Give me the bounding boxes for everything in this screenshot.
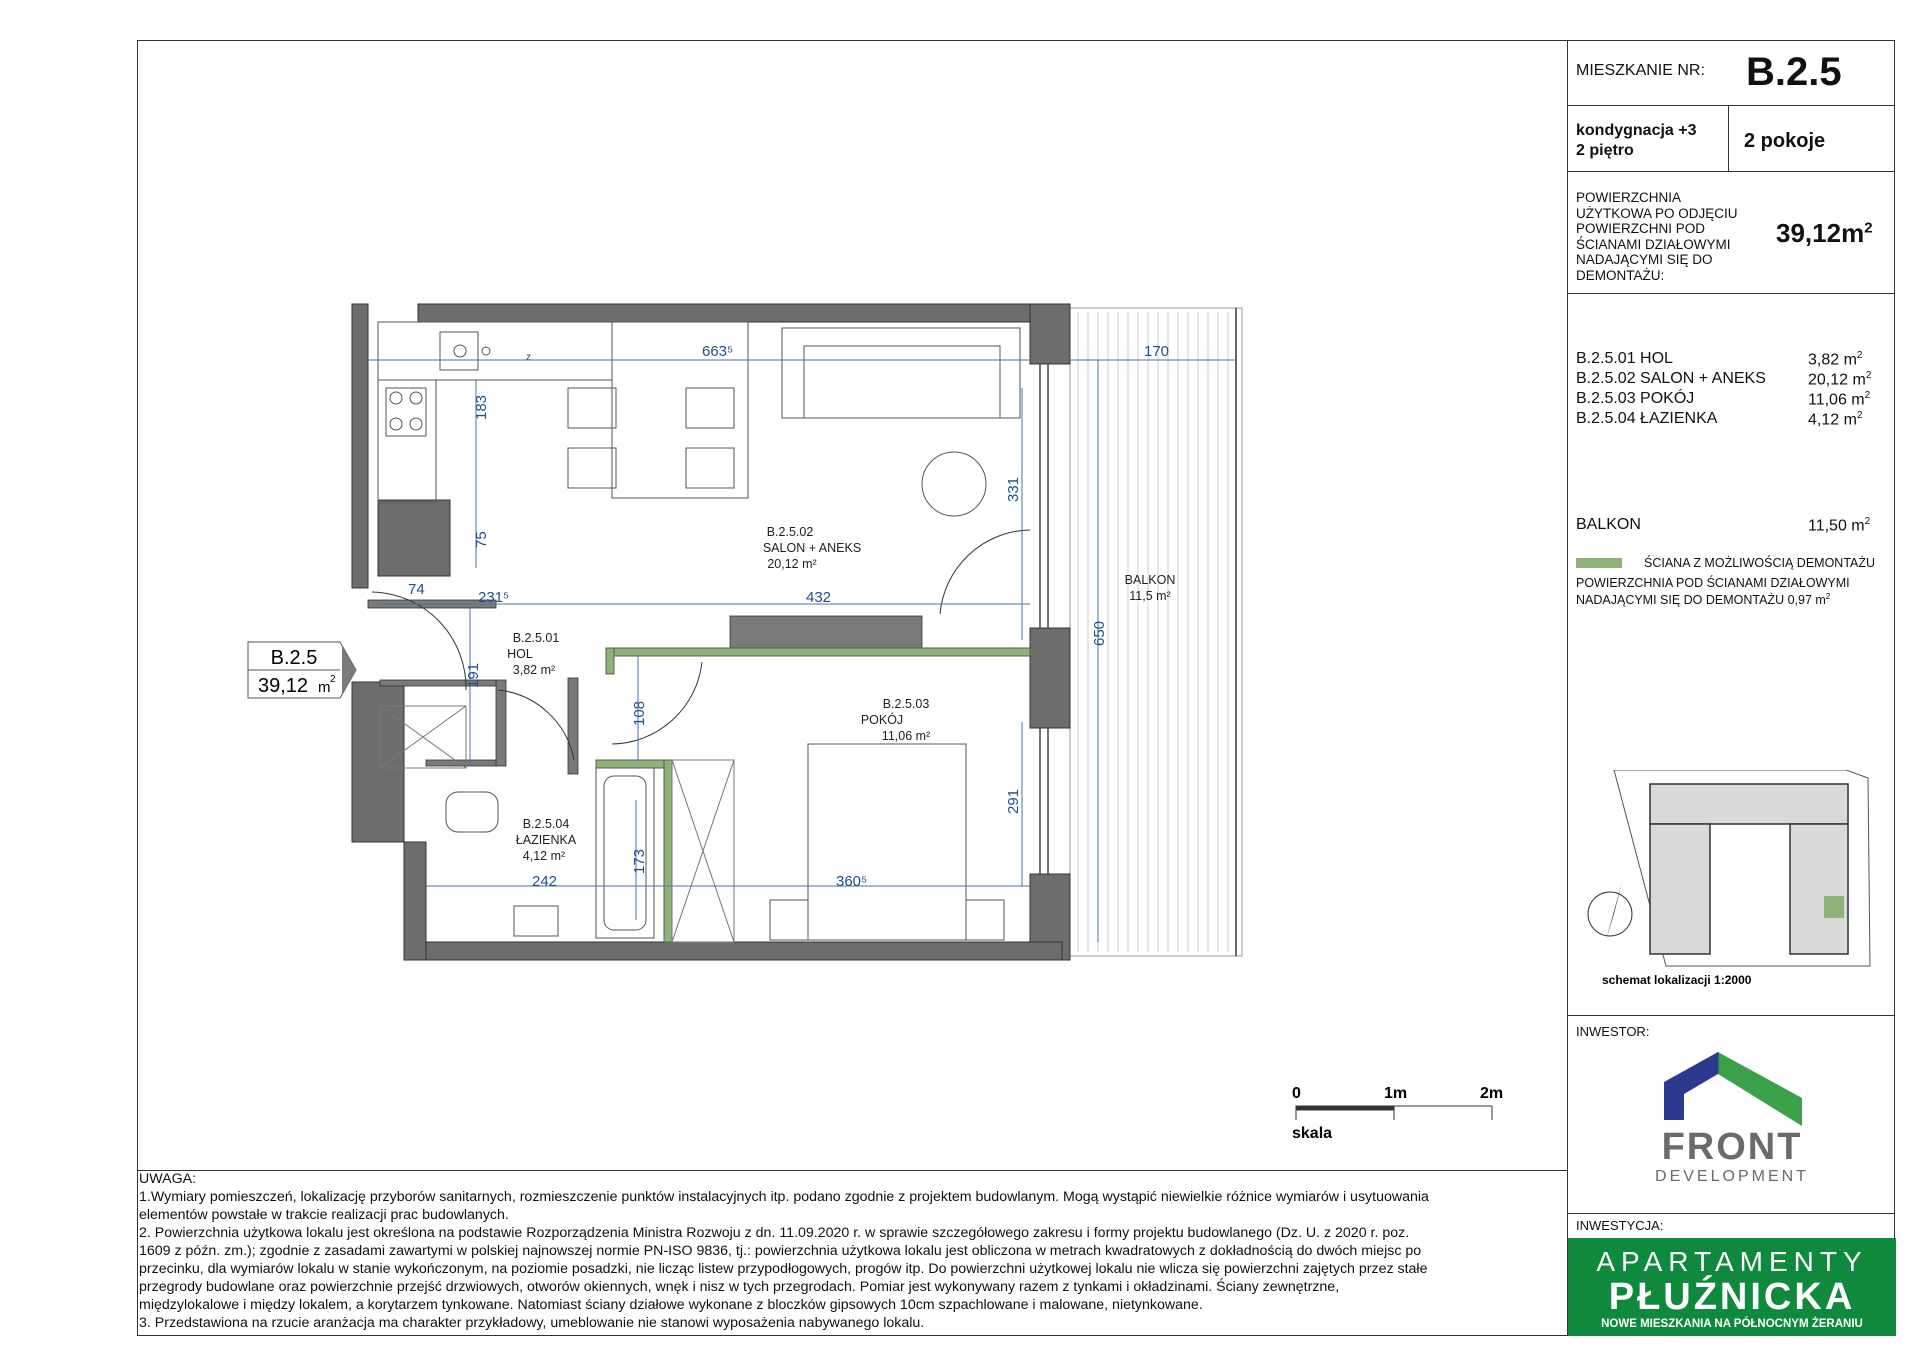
- salon-name: SALON + ANEKS: [762, 541, 862, 555]
- notes-line: przegrody budowlane oraz powierzchnie przejść drzwiowych, otworów okiennych, wnęk i nisz w tych przegrodach. Pomiar jest wykonywany razem z tynkami i okładzinami. Ściany zewnętrzne,: [139, 1279, 1340, 1295]
- room-area: 4,12 m: [1808, 411, 1857, 429]
- area-desc-line: POWIERZCHNI POD: [1576, 221, 1706, 236]
- demountable-walls: [596, 648, 1030, 942]
- apartment-label: MIESZKANIE NR:: [1576, 62, 1705, 79]
- location-caption: schemat lokalizacji 1:2000: [1602, 973, 1752, 987]
- storey-cell: [1567, 106, 1895, 172]
- area-sup: 2: [1864, 219, 1873, 237]
- dim-231: 231⁵: [478, 589, 510, 606]
- notes-line: elementów powstałe w trakcie realizacji prac budowlanych.: [139, 1207, 509, 1223]
- salon-code: B.2.5.02: [766, 525, 814, 539]
- room-name: B.2.5.03 POKÓJ: [1576, 390, 1695, 407]
- storey-divider: [1728, 106, 1729, 172]
- dim-291: 291: [1005, 788, 1022, 814]
- room-row: B.2.5.03 POKÓJ 11,06 $m^2$: [1576, 390, 1871, 409]
- tag-area: 39,12: [258, 675, 309, 697]
- dim-432: 432: [806, 589, 832, 606]
- dim-108: 108: [631, 700, 648, 726]
- lazienka-name: ŁAZIENKA: [515, 833, 577, 847]
- pokoj-area: 11,06 m²: [881, 729, 931, 743]
- balcony-name: BALKON: [1576, 516, 1641, 533]
- investor-brand-sub: DEVELOPMENT: [1655, 1168, 1809, 1185]
- notes-top-rule: [137, 1170, 1567, 1171]
- balcony-area: 11,50 m: [1808, 517, 1865, 535]
- area-desc-line: UŻYTKOWA PO ODJĘCIU: [1576, 205, 1738, 221]
- investment-line1: APARTAMENTY: [1596, 1246, 1868, 1277]
- investment-line3: NOWE MIESZKANIA NA PÓŁNOCNYM ŻERANIU: [1601, 1318, 1863, 1330]
- investment-banner: [1568, 1238, 1896, 1336]
- notes-line: 1.Wymiary pomieszczeń, lokalizację przyborów sanitarnych, rozmieszczenie punktów instalacyjnych itp. podano zgodnie z projektem budowlanym. Mogą wystąpić niewielkie różnice wymiarów i usytuowania: [139, 1189, 1429, 1205]
- room-area: 3,82 m: [1808, 351, 1857, 369]
- tag-unit: m: [318, 679, 331, 696]
- investment-label: INWESTYCJA:: [1576, 1218, 1664, 1233]
- balcony-row: BALKON 11,50 $m^2$: [1576, 516, 1871, 535]
- notes-line: przecinku, dla wymiarów lokalu w stanie wykończonym, na poziomie posadzki, nie licząc listew przypodłogowych, progów itp. Do powierzchni użytkowej lokalu nie wlicza się powierzchni zajętych przez stałe: [139, 1261, 1428, 1277]
- dim-75: 75: [473, 531, 490, 548]
- scale-tick-1: 1m: [1384, 1085, 1408, 1102]
- dim-663: 663⁵: [702, 343, 734, 360]
- room-area: 20,12 m: [1808, 371, 1866, 389]
- pokoj-name: POKÓJ: [860, 713, 904, 727]
- investment-cell: [1567, 1214, 1895, 1336]
- dim-173: 173: [631, 848, 648, 874]
- apartment-tag: [248, 642, 356, 698]
- partitions: [368, 600, 922, 774]
- legend-note-line2: NADAJĄCYMI SIĘ DO DEMONTAŻU 0,97 $m^2$: [1576, 592, 1831, 608]
- notes-line: 1609 z późn. zm.); zgodnie z zasadami zawartymi w polskiej najnowszej normie PN-ISO 9836, tj.: powierzchnia użytkowa lokalu jest obliczona w metrach kwadratowych z dokładnością do dwóch miejsc po: [139, 1243, 1422, 1259]
- room-row: B.2.5.02 SALON + ANEKS 20,12 $m^2$: [1576, 370, 1872, 389]
- dim-242: 242: [532, 873, 558, 890]
- dim-360: 360⁵: [836, 873, 868, 890]
- dim-650: 650: [1091, 620, 1108, 646]
- scale-bar: [1296, 1106, 1492, 1120]
- notes-block: [139, 1170, 1565, 1332]
- sofa: [782, 328, 1020, 418]
- dim-191: 191: [465, 662, 482, 688]
- room-row: B.2.5.01 HOL 3,82 $m^2$: [1576, 350, 1863, 369]
- scale-label: skala: [1292, 1125, 1333, 1142]
- kitchen-counter: [378, 322, 612, 502]
- hol-code: B.2.5.01: [512, 631, 560, 645]
- area-desc-line: ŚCIANAMI DZIAŁOWYMI: [1576, 236, 1731, 252]
- pokoj-code: B.2.5.03: [882, 697, 930, 711]
- wardrobe: [672, 760, 734, 942]
- balkon-name: BALKON: [1124, 573, 1176, 587]
- room-name: B.2.5.02 SALON + ANEKS: [1576, 370, 1766, 387]
- area-number: 39,12m: [1776, 218, 1865, 248]
- scale-tick-2: 2m: [1480, 1085, 1504, 1102]
- room-row: B.2.5.04 ŁAZIENKA 4,12 $m^2$: [1576, 410, 1863, 429]
- apartment-cell: [1567, 40, 1895, 106]
- area-cell: [1567, 172, 1895, 294]
- notes-line: 3. Przedstawiona na rzucie aranżacja ma charakter przykładowy, umeblowanie nie stanowi wyposażenia nabywanego lokalu.: [139, 1315, 925, 1331]
- balkon-area: 11,5 m²: [1129, 589, 1171, 603]
- storey-line2: 2 piętro: [1576, 142, 1634, 159]
- notes-line: międzylokalowe i między lokalem, a korytarzem tynkowane. Natomiast ściany działowe wykonane z bloczków gipsowych 10cm szpachlowane i malowane, nietynkowane.: [139, 1297, 1203, 1313]
- info-panel: [1567, 40, 1895, 1336]
- room-area: 11,06 m: [1808, 391, 1865, 409]
- dim-170: 170: [1144, 343, 1170, 360]
- area-value: [1776, 218, 1873, 249]
- lazienka-area: 4,12 m²: [522, 849, 566, 863]
- tag-sup: 2: [330, 674, 336, 685]
- hol-name: HOL: [507, 647, 533, 661]
- area-desc-line: POWIERZCHNIA: [1576, 190, 1682, 205]
- round-table: [922, 452, 986, 516]
- legend-note-line1: POWIERZCHNIA POD ŚCIANAMI DZIAŁOWYMI: [1576, 576, 1850, 590]
- dim-183: 183: [473, 394, 490, 420]
- investment-line2: PŁUŹNICKA: [1608, 1276, 1856, 1318]
- salon-area: 20,12 m²: [767, 557, 817, 571]
- bed: [770, 744, 1004, 940]
- legend-swatch: [1576, 558, 1622, 568]
- windows: [1040, 364, 1048, 874]
- rooms-cell: [1567, 294, 1895, 1016]
- stove-mark: z: [526, 352, 531, 363]
- legend-swatch-label: ŚCIANA Z MOŻLIWOŚCIĄ DEMONTAŻU: [1644, 556, 1876, 570]
- area-desc-line: DEMONTAŻU:: [1576, 267, 1665, 283]
- tag-number: B.2.5: [270, 647, 318, 669]
- dim-74: 74: [408, 581, 425, 598]
- investor-label: INWESTOR:: [1576, 1024, 1650, 1039]
- notes-line: 2. Powierzchnia użytkowa lokalu jest określona na podstawie Rozporządzenia Ministra Rozwoju z dn. 11.09.2020 r. w sprawie szczegółowego zakresu i formy projektu budowlanego (Dz. U. z 2020 r. poz.: [139, 1225, 1410, 1241]
- investor-cell: [1567, 1016, 1895, 1214]
- storey-line1: kondygnacja +3: [1576, 122, 1697, 139]
- investor-brand: FRONT: [1661, 1126, 1803, 1168]
- room-name: B.2.5.01 HOL: [1576, 350, 1673, 367]
- rooms-count: 2 pokoje: [1744, 130, 1826, 152]
- dim-331: 331: [1005, 476, 1022, 502]
- walls: [352, 304, 1070, 960]
- hol-area: 3,82 m²: [512, 663, 556, 677]
- room-name: B.2.5.04 ŁAZIENKA: [1576, 410, 1718, 427]
- lazienka-code: B.2.5.04: [522, 817, 570, 831]
- notes-title: UWAGA:: [139, 1171, 197, 1187]
- doors: [372, 530, 1030, 760]
- area-desc-line: NADAJĄCYMI SIĘ DO: [1576, 252, 1713, 267]
- apartment-number: B.2.5: [1746, 50, 1842, 94]
- location-schematic: [1568, 770, 1896, 990]
- scale-tick-0: 0: [1292, 1085, 1301, 1102]
- front-logo-icon: [1658, 1046, 1808, 1126]
